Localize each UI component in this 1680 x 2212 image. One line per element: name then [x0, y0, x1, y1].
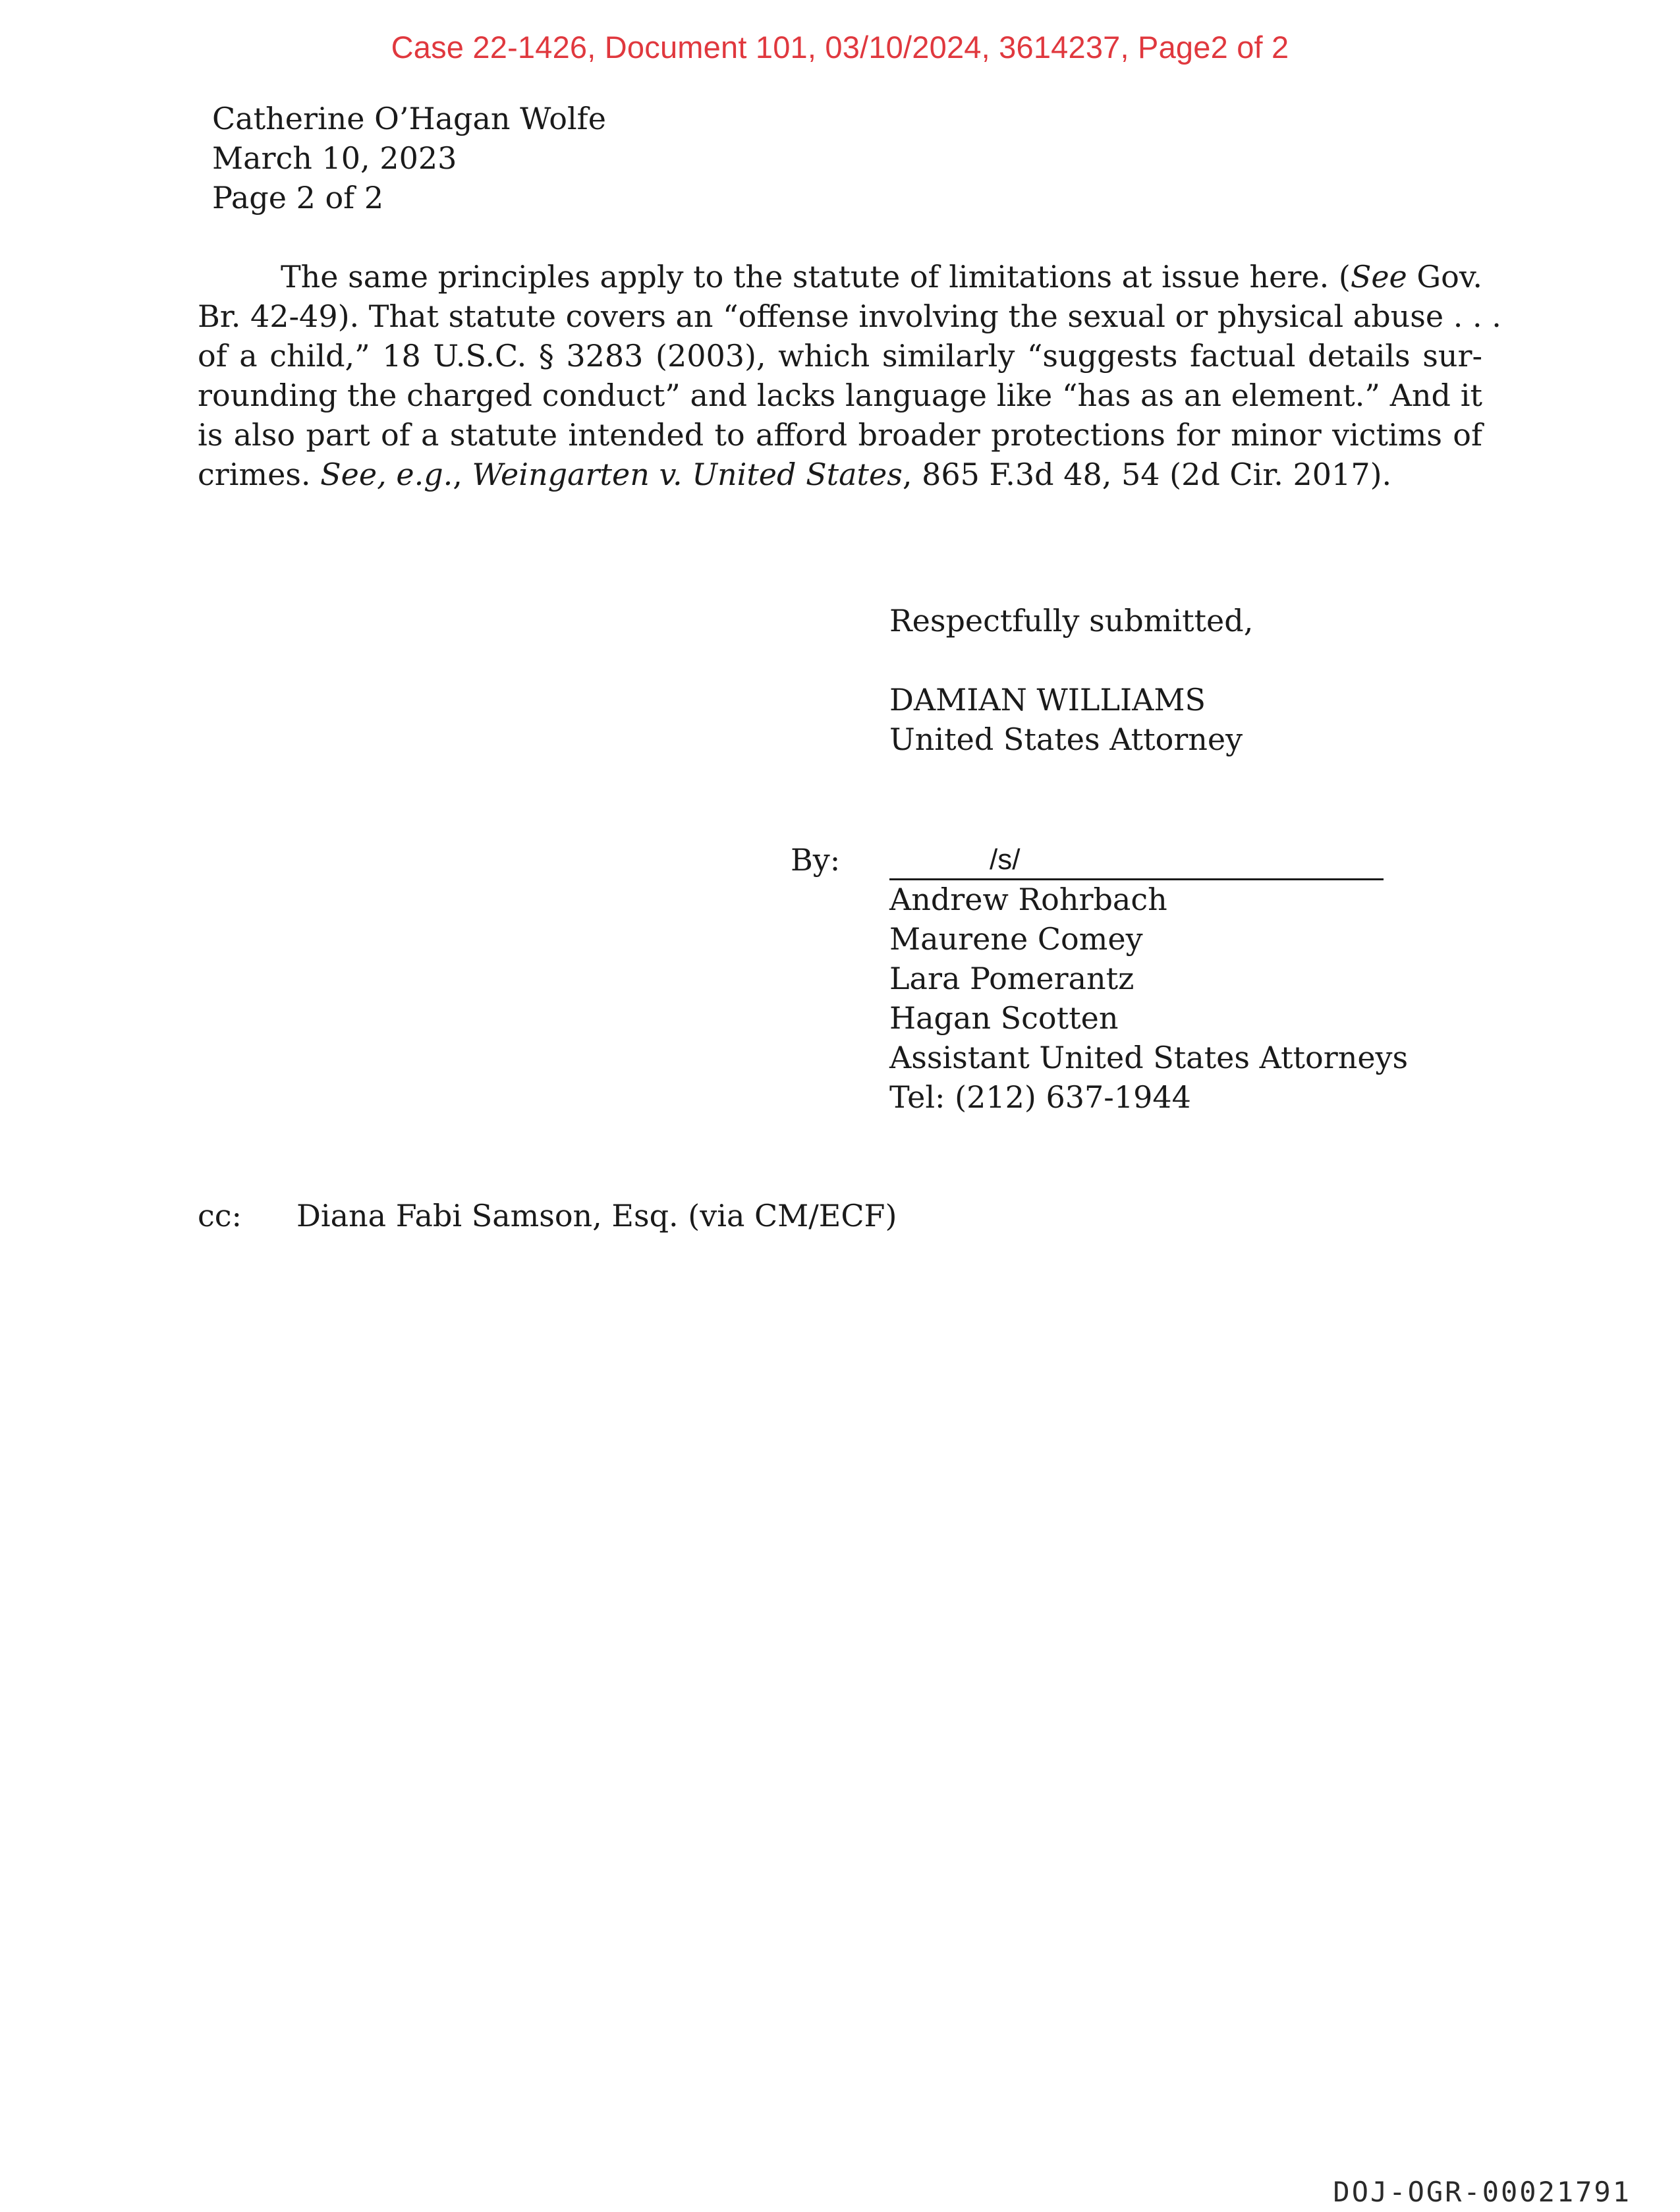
bates-number: DOJ-OGR-00021791: [1333, 2176, 1631, 2208]
phone-number: Tel: (212) 637-1944: [889, 1079, 1191, 1115]
body-line: rounding the charged conduct” and lacks language like “has as an element.” And it: [198, 378, 1482, 413]
signer-name: Lara Pomerantz: [889, 961, 1134, 996]
case-citation: Weingarten v. United States: [472, 457, 903, 492]
signature-mark: /s/: [990, 843, 1021, 876]
attorney-name: DAMIAN WILLIAMS: [889, 682, 1206, 718]
signer-name: Hagan Scotten: [889, 1000, 1119, 1036]
recipient-name: Catherine O’Hagan Wolfe: [212, 101, 606, 136]
cc-recipient: Diana Fabi Samson, Esq. (via CM/ECF): [296, 1198, 897, 1234]
signature-line: [889, 840, 1384, 880]
letter-date: March 10, 2023: [212, 140, 457, 176]
by-label: By:: [791, 842, 841, 878]
body-line: The same principles apply to the statute of limitations at issue here. (See Gov.: [281, 259, 1482, 295]
body-paragraph: [198, 257, 1501, 494]
signer-name: Andrew Rohrbach: [889, 882, 1167, 917]
closing-phrase: Respectfully submitted,: [889, 603, 1254, 638]
case-header-stamp: Case 22-1426, Document 101, 03/10/2024, 3614237, Page2 of 2: [391, 30, 1289, 65]
signers-title: Assistant United States Attorneys: [889, 1040, 1409, 1075]
body-line: crimes. See, e.g., Weingarten v. United States, 865 F.3d 48, 54 (2d Cir. 2017).: [198, 457, 1392, 492]
attorney-title: United States Attorney: [889, 722, 1243, 757]
body-line: of a child,” 18 U.S.C. § 3283 (2003), which similarly “suggests factual details sur-: [198, 338, 1482, 374]
signers-block: [889, 880, 1408, 1117]
attorney-block: [889, 680, 1243, 759]
page-number: Page 2 of 2: [212, 180, 384, 215]
body-line: Br. 42-49). That statute covers an “offense involving the sexual or physical abuse . . .: [198, 298, 1501, 334]
body-line: is also part of a statute intended to afford broader protections for minor victims of: [198, 417, 1482, 453]
signer-name: Maurene Comey: [889, 921, 1143, 957]
cc-label: cc:: [198, 1198, 242, 1234]
letter-heading: [212, 99, 606, 217]
